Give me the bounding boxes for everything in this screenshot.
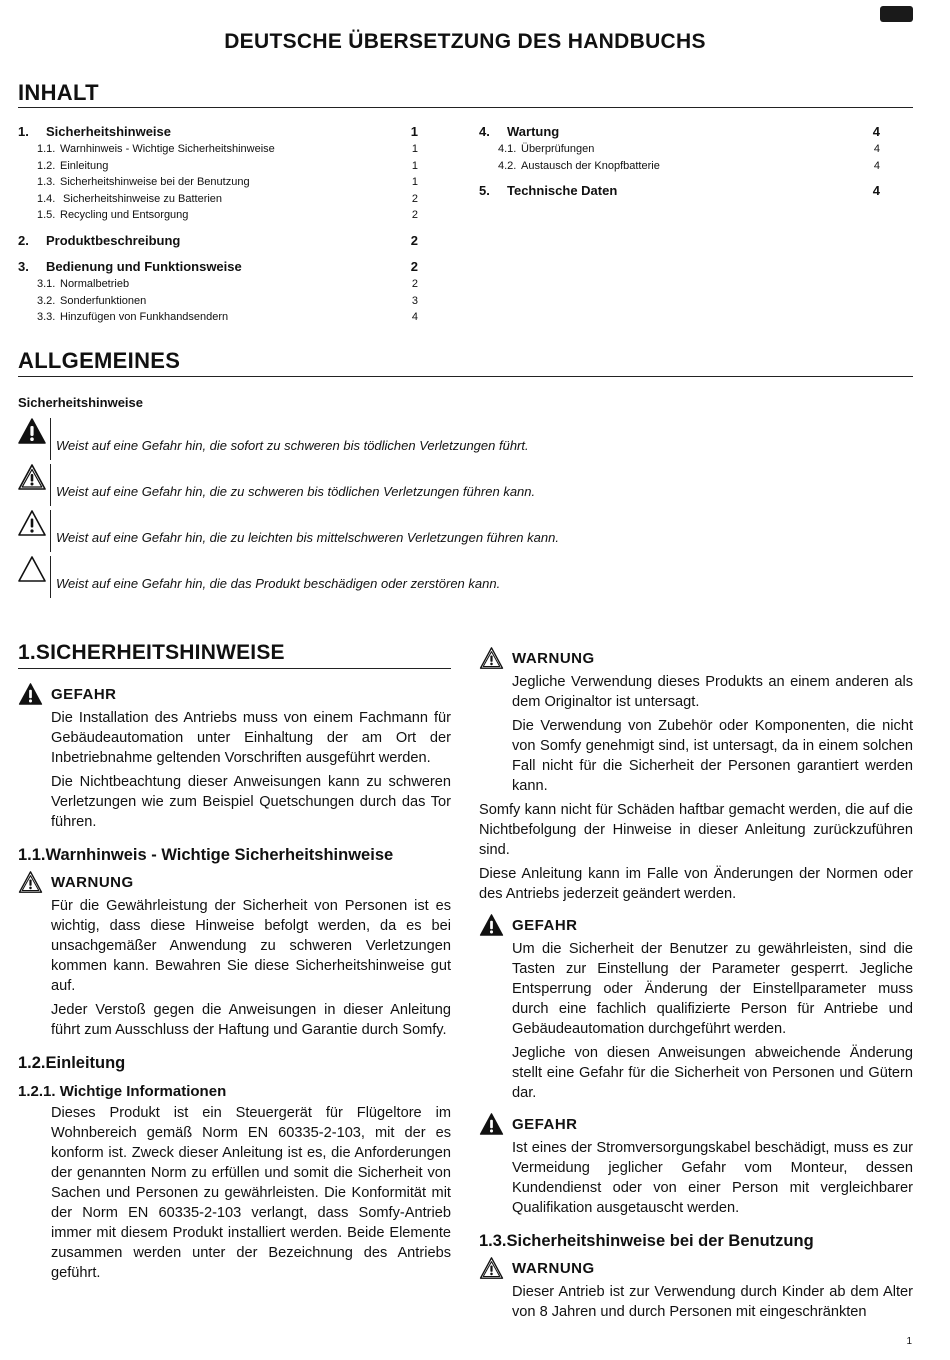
gefahr-heading	[18, 683, 451, 705]
toc-entry-title	[18, 258, 242, 276]
hazard-text: Weist auf eine Gefahr hin, die zu schweren bis tödlichen Verletzungen führen kann.	[56, 484, 536, 499]
danger-solid-warning-icon	[479, 914, 504, 936]
section-1-divider	[18, 668, 451, 669]
toc-page-number: 2	[411, 209, 418, 222]
toc-page-number: 2	[411, 192, 418, 205]
toc-entry-number: 1.1.	[37, 143, 56, 155]
warnung-heading	[479, 647, 913, 669]
toc-entry-number: 4.2.	[498, 159, 517, 172]
paragraph: Ist eines der Stromversorgungskabel beschädigt, muss es zur Vermeidung jeglicher Gefahr vom Monteur, dessen Kundendienst oder von einer Person mit vergleichbarer Qualifikation ausgetauscht werden.	[512, 1140, 913, 1216]
toc-entry-number: 1.3.	[37, 176, 56, 189]
toc-entry-label: Überprüfungen	[521, 143, 595, 155]
toc-entry-title	[498, 141, 594, 158]
toc-subentry[interactable]	[18, 293, 418, 310]
section-1-2-title: 1.2.Einleitung	[18, 1054, 126, 1072]
toc-entry-number: 3.	[18, 258, 29, 274]
toc-entry-number: 3.3.	[37, 311, 56, 324]
toc-page-number: 3	[411, 294, 418, 307]
toc-entry-number: 1.5.	[37, 209, 56, 222]
toc-entry-title	[18, 123, 171, 141]
section-1-1-title: 1.1.Warnhinweis - Wichtige Sicherheitshinweise	[18, 846, 394, 864]
document-title: DEUTSCHE ÜBERSETZUNG DES HANDBUCHS	[224, 30, 706, 53]
toc-page-number: 4	[873, 143, 880, 155]
warnung-heading	[479, 1257, 913, 1279]
section-1-3-title: 1.3.Sicherheitshinweise bei der Benutzung	[479, 1232, 814, 1250]
section-1-2-1-title: 1.2.1. Wichtige Informationen	[18, 1083, 227, 1100]
right-column	[479, 647, 913, 1322]
general-divider	[18, 376, 913, 377]
toc-subentry[interactable]	[18, 276, 418, 293]
hazard-separator	[50, 464, 51, 506]
toc-entry-title	[37, 191, 222, 208]
paragraph: Die Verwendung von Zubehör oder Komponenten, die nicht von Somfy genehmigt sind, ist untersagt, da in einem solchen Fall nicht für die Sicherheit der Personen garantiert werden kann.	[512, 718, 913, 794]
paragraph: Um die Sicherheit der Benutzer zu gewährleisten, sind die Tasten zur Einstellung der Parameter gesperrt. Jegliche Entsperrung oder Änderung der Einstellparameter muss durch eine fachlich qualifizierte Person für Antriebe und Gebäudeautomation durchgeführt werden.	[512, 941, 913, 1037]
hazard-row-danger	[18, 418, 718, 460]
toc-entry-title	[37, 276, 129, 293]
paragraph: Somfy kann nicht für Schäden haftbar gemacht werden, die auf die Nichtbefolgung der Hinweise in dieser Anleitung zurückzuführen sind.	[479, 802, 913, 858]
toc-entry-label: Recycling und Entsorgung	[60, 209, 189, 222]
gefahr-label: GEFAHR	[512, 1115, 578, 1133]
danger-solid-warning-icon	[18, 683, 43, 705]
toc-entry-number: 3.2.	[37, 294, 56, 307]
safety-label: Sicherheitshinweise	[18, 395, 143, 410]
toc-entry-title	[37, 141, 275, 158]
toc-entry-title	[498, 158, 660, 175]
toc-entry-title	[37, 293, 146, 310]
toc-subentry[interactable]	[18, 191, 418, 208]
toc-entry-label: Wartung	[507, 124, 560, 139]
toc-subentry[interactable]	[18, 158, 418, 175]
toc-page-number: 4	[872, 124, 880, 139]
hazard-separator	[50, 556, 51, 598]
hazard-separator	[50, 510, 51, 552]
paragraph: Dieser Antrieb ist zur Verwendung durch Kinder ab dem Alter von 8 Jahren und durch Personen mit eingeschränkten	[512, 1284, 913, 1320]
toc-right-column	[479, 123, 880, 200]
paragraph: Jeder Verstoß gegen die Anweisungen in dieser Anleitung führt zum Ausschluss der Haftung und Garantie durch Somfy.	[51, 1002, 451, 1038]
toc-entry[interactable]	[479, 182, 880, 200]
gefahr-heading	[479, 1113, 913, 1135]
toc-entry-label: Einleitung	[60, 159, 109, 172]
toc-page-number: 4	[873, 159, 880, 172]
toc-left-column	[18, 123, 418, 326]
toc-entry[interactable]	[18, 232, 418, 250]
toc-subentry[interactable]	[18, 207, 418, 224]
toc-subentry[interactable]	[479, 141, 880, 158]
warning-double-outline-icon	[18, 871, 43, 893]
gefahr-label: GEFAHR	[51, 685, 117, 703]
toc-entry-number: 4.1.	[498, 143, 517, 155]
toc-entry-label: Warnhinweis - Wichtige Sicherheitshinweise	[60, 143, 275, 155]
toc-page-number: 2	[411, 277, 418, 290]
paragraph: Jegliche von diesen Anweisungen abweichende Änderung stellt eine Gefahr für die Sicherheit von Personen und Gütern dar.	[512, 1045, 913, 1101]
toc-entry-title	[37, 158, 108, 175]
toc-entry-label: Technische Daten	[507, 183, 618, 199]
toc-entry[interactable]	[18, 258, 418, 276]
toc-entry-label: Hinzufügen von Funkhandsendern	[60, 311, 229, 324]
paragraph: Jegliche Verwendung dieses Produkts an einem anderen als dem Originaltor ist untersagt.	[512, 674, 913, 710]
toc-entry-number: 4.	[479, 124, 490, 139]
notice-outline-icon	[18, 556, 46, 582]
toc-entry-title	[37, 207, 188, 224]
hazard-row-notice	[18, 556, 718, 598]
toc-page-number: 4	[411, 311, 418, 324]
toc-subentry[interactable]	[18, 174, 418, 191]
toc-page-number: 2	[410, 232, 418, 248]
section-1-title: 1.SICHERHEITSHINWEISE	[18, 641, 285, 664]
warnung-label: WARNUNG	[51, 873, 134, 891]
caution-outline-icon	[18, 510, 46, 536]
toc-entry-number: 2.	[18, 232, 29, 248]
warning-double-outline-icon	[479, 647, 504, 669]
paragraph: Für die Gewährleistung der Sicherheit von Personen ist es wichtig, dass diese Hinweise befolgt werden, da es bei unsachgemäßer Anwendung zu schweren Verletzungen kommen kann. Bewahren Sie diese Sicherheitshinweise gut auf.	[51, 898, 451, 994]
warnung-label: WARNUNG	[512, 649, 595, 667]
danger-solid-warning-icon	[479, 1113, 504, 1135]
toc-entry-label: Sicherheitshinweise bei der Benutzung	[60, 176, 250, 189]
paragraph: Die Installation des Antriebs muss von einem Fachmann für Gebäudeautomation unter Einhaltung der am Ort der Inbetriebnahme geltenden Vorschriften ausgeführt werden.	[51, 710, 451, 766]
toc-subentry[interactable]	[18, 309, 418, 326]
toc-heading: INHALT	[18, 80, 99, 105]
toc-entry[interactable]	[479, 123, 880, 141]
warning-double-outline-icon	[18, 464, 46, 490]
toc-entry-label: Sonderfunktionen	[60, 294, 147, 307]
toc-entry[interactable]	[18, 123, 418, 141]
toc-entry-title	[37, 174, 250, 191]
toc-entry-label: Produktbeschreibung	[46, 232, 181, 248]
gefahr-heading	[479, 914, 913, 936]
gefahr-label: GEFAHR	[512, 916, 578, 934]
toc-entry-title	[37, 309, 228, 326]
toc-entry-label: Sicherheitshinweise zu Batterien	[60, 192, 223, 205]
toc-entry-number: 1.	[18, 124, 29, 139]
language-tab	[880, 6, 913, 22]
warnung-heading	[18, 871, 451, 893]
paragraph: Dieses Produkt ist ein Steuergerät für Flügeltore im Wohnbereich gemäß Norm EN 60335-2-103, mit der es konform ist. Zweck dieser Anleitung ist es, die Anforderungen der genannten Norm zu erfüllen und somit die Sicherheit von Sachen und Personen zu gewährleisten. Die Konformität mit der Norm EN 60335-2-103 verlangt, dass Somfy-Antrieb immer mit diesem Produkt installiert werden. Beide Elemente zusammen werden unter der Bezeichnung des Antriebs geführt.	[51, 1105, 451, 1281]
toc-entry-number: 1.4.	[37, 192, 56, 205]
danger-solid-warning-icon	[18, 418, 46, 444]
warning-double-outline-icon	[479, 1257, 504, 1279]
paragraph: Die Nichtbeachtung dieser Anweisungen kann zu schweren Verletzungen wie zum Beispiel Quetschungen durch das Tor führen.	[51, 774, 451, 830]
toc-entry-label: Austausch der Knopfbatterie	[521, 159, 660, 172]
general-heading: ALLGEMEINES	[18, 348, 181, 373]
left-column	[18, 641, 451, 1283]
toc-subentry[interactable]	[18, 141, 418, 158]
toc-entry-number: 1.2.	[37, 159, 56, 172]
toc-page-number: 4	[872, 183, 880, 199]
hazard-text: Weist auf eine Gefahr hin, die das Produkt beschädigen oder zerstören kann.	[56, 576, 501, 591]
toc-page-number: 1	[411, 176, 418, 189]
paragraph: Diese Anleitung kann im Falle von Änderungen der Normen oder des Antriebs jederzeit geändert werden.	[479, 866, 913, 902]
toc-subentry[interactable]	[479, 158, 880, 175]
toc-entry-title	[18, 232, 180, 250]
toc-entry-title	[479, 123, 559, 141]
toc-entry-label: Bedienung und Funktionsweise	[46, 258, 242, 274]
hazard-row-warning	[18, 464, 718, 506]
toc-divider	[18, 107, 913, 108]
toc-entry-label: Normalbetrieb	[60, 277, 130, 290]
hazard-text: Weist auf eine Gefahr hin, die zu leichten bis mittelschweren Verletzungen führen kann.	[56, 530, 559, 545]
hazard-separator	[50, 418, 51, 460]
toc-entry-number: 3.1.	[37, 277, 56, 290]
hazard-text: Weist auf eine Gefahr hin, die sofort zu schweren bis tödlichen Verletzungen führt.	[56, 438, 529, 453]
hazard-row-caution	[18, 510, 718, 552]
toc-entry-number: 5.	[479, 183, 490, 199]
toc-page-number: 2	[410, 258, 418, 274]
toc-page-number: 1	[410, 124, 418, 139]
toc-page-number: 1	[411, 159, 418, 172]
page-number: 1	[906, 1336, 912, 1347]
toc-page-number: 1	[411, 143, 418, 155]
toc-entry-label: Sicherheitshinweise	[46, 124, 171, 139]
toc-entry-title	[479, 182, 617, 200]
warnung-label: WARNUNG	[512, 1259, 595, 1277]
